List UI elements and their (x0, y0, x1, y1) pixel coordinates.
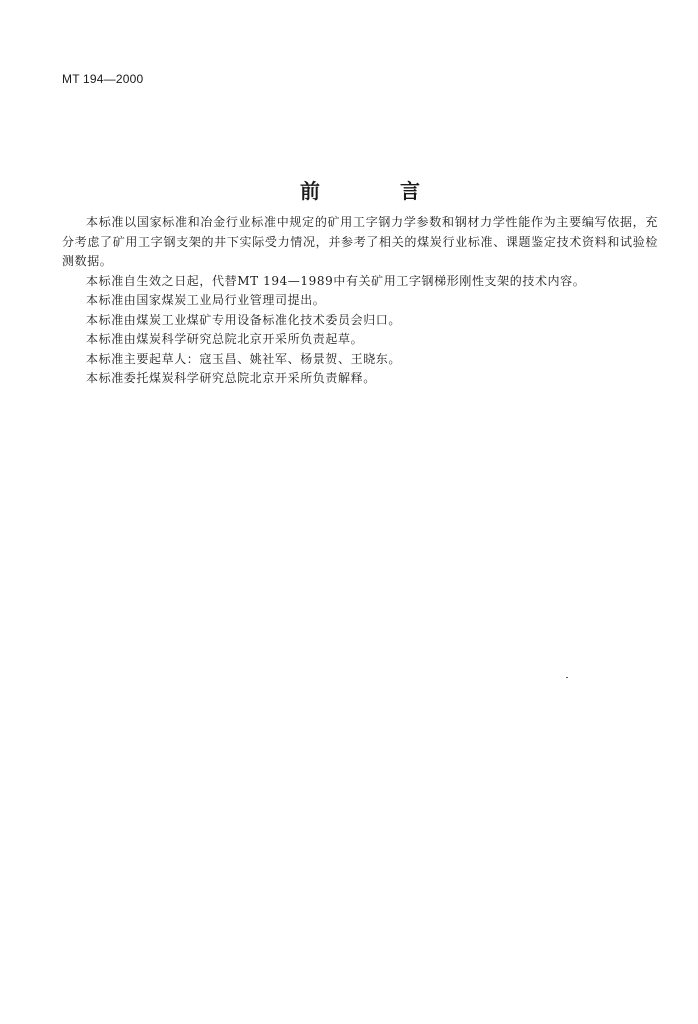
paragraph-replaces: 本标准自生效之日起，代替MT 194—1989中有关矿用工字钢梯形刚性支架的技术内容。 (86, 273, 586, 288)
paragraph-main-drafters: 本标准主要起草人：寇玉昌、姚社军、杨景贺、王晓东。 (86, 351, 402, 366)
standard-code: MT 194—2000 (62, 72, 144, 86)
heading-char-2: 言 (400, 179, 420, 203)
preface-heading (300, 175, 420, 204)
preface-body (62, 213, 658, 389)
paragraph-interpretation: 本标准委托煤炭科学研究总院北京开采所负责解释。 (86, 371, 376, 385)
paragraph-basis: 本标准以国家标准和冶金行业标准中规定的矿用工字钢力学参数和钢材力学性能作为主要编写依据，充分考虑了矿用工字钢支架的井下实际受力情况，并参考了相关的煤炭行业标准、课题鉴定技术资料和试验检测数据。 (62, 215, 658, 268)
paragraph-drafted-by: 本标准由煤炭科学研究总院北京开采所负责起草。 (86, 332, 364, 346)
heading-char-1: 前 (300, 179, 320, 203)
scan-speck (566, 677, 568, 678)
paragraph-managed-by: 本标准由煤炭工业煤矿专用设备标准化技术委员会归口。 (86, 312, 402, 327)
paragraph-proposed-by: 本标准由国家煤炭工业局行业管理司提出。 (86, 293, 326, 307)
